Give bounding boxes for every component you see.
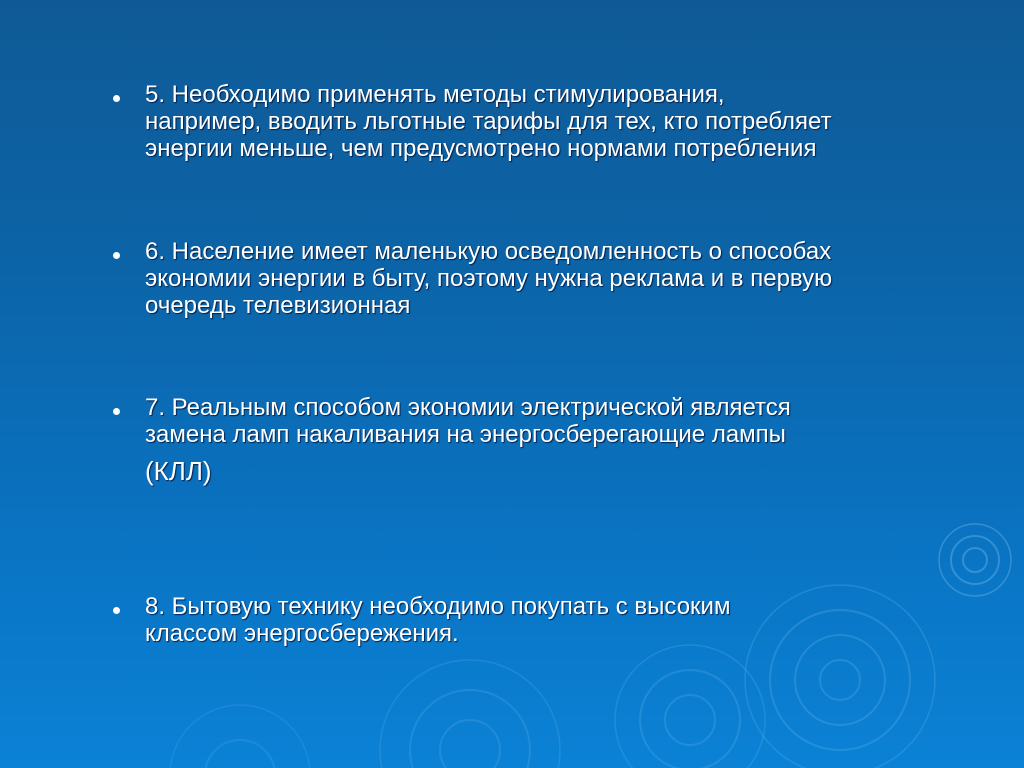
bullet-dot-icon (113, 252, 120, 259)
bullet-text (145, 238, 970, 319)
text-line: экономии энергии в быту, поэтому нужна реклама и в первую (145, 265, 833, 292)
bullet-item-5 (110, 81, 970, 162)
text-line: 5. Необходимо применять методы стимулирования, (145, 81, 725, 108)
bullet-dot-icon (113, 408, 120, 415)
bullet-item-8 (110, 593, 970, 647)
bullet-dot-icon (113, 95, 120, 102)
bullet-text (145, 394, 970, 486)
text-line: 6. Население имеет маленькую осведомленность о способах (145, 238, 832, 265)
text-line: 8. Бытовую технику необходимо покупать с высоким (145, 593, 731, 620)
bullet-dot-icon (113, 607, 120, 614)
text-line: например, вводить льготные тарифы для тех, кто потребляет (145, 108, 832, 135)
text-line: классом энергосбережения. (145, 620, 459, 647)
text-line: очередь телевизионная (145, 292, 411, 319)
bullet-item-7 (110, 394, 970, 486)
bullet-item-6 (110, 238, 970, 319)
text-line: (КЛЛ) (145, 456, 212, 486)
text-line: энергии меньше, чем предусмотрено нормами потребления (145, 135, 817, 162)
bullet-text (145, 81, 970, 162)
bullet-text (145, 593, 970, 647)
text-line: 7. Реальным способом экономии электрической является (145, 394, 791, 421)
text-line: замена ламп накаливания на энергосберегающие лампы (145, 421, 786, 448)
